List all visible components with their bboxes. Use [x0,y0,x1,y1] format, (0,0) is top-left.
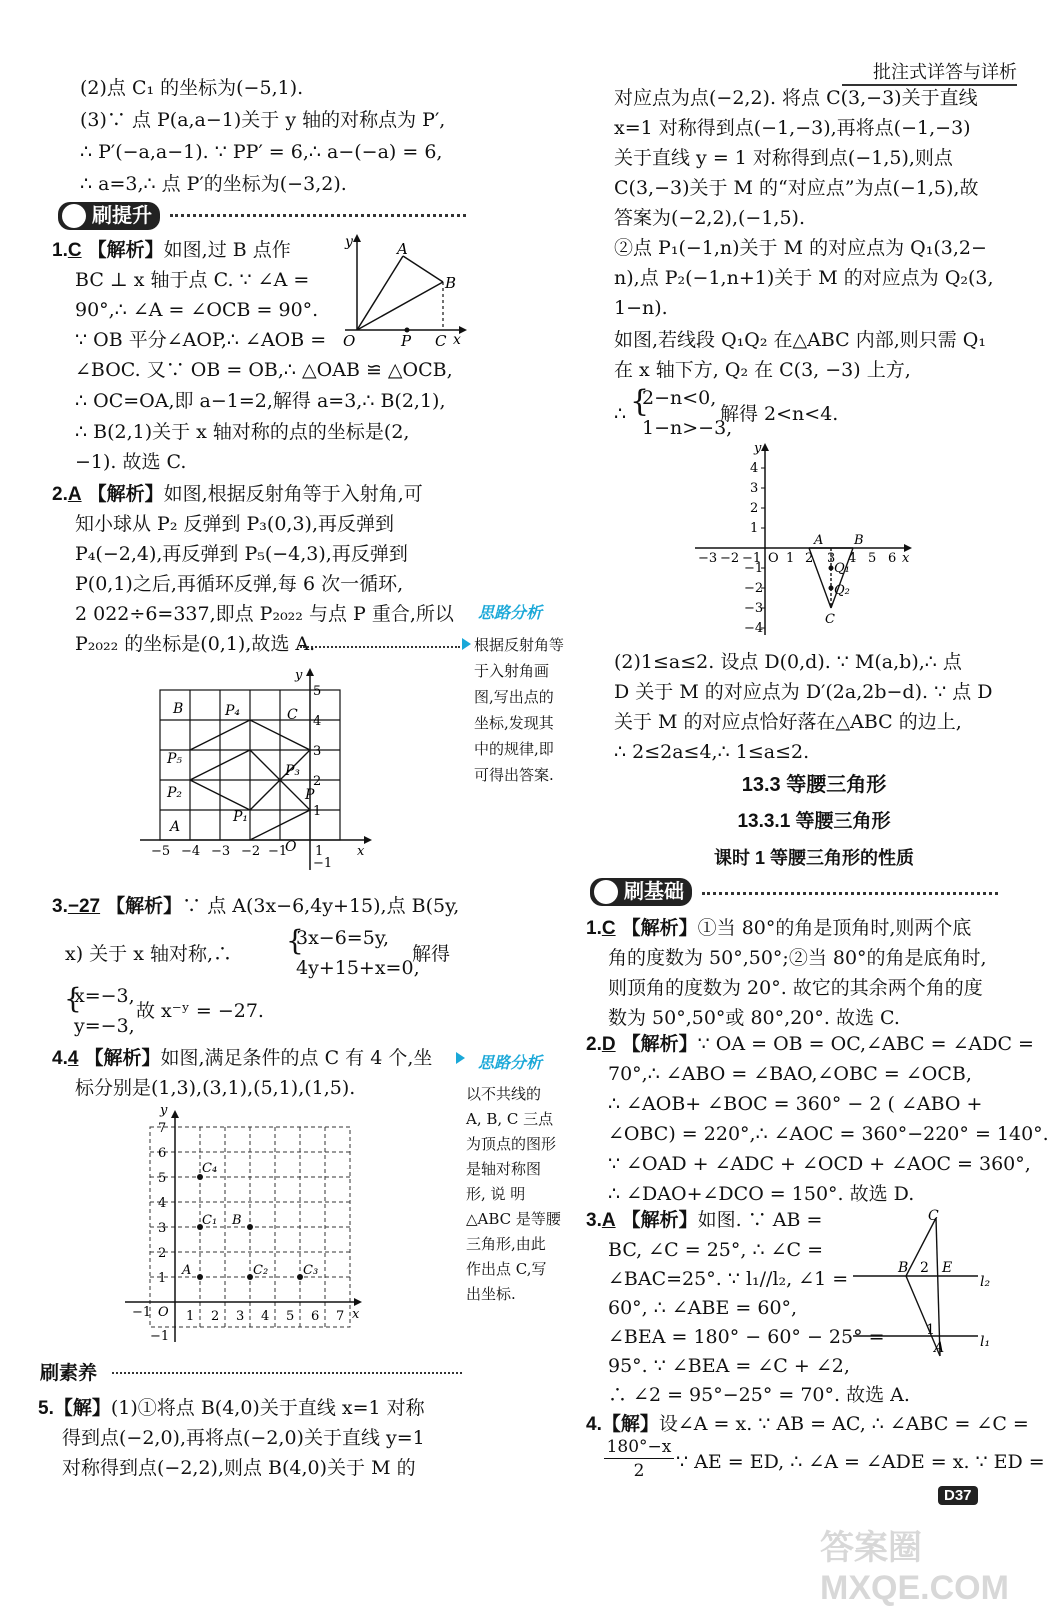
q3-num: 3. [52,896,68,917]
fig3-label-c2: C₂ [253,1263,269,1278]
fraction [604,1436,674,1483]
right-line: 1−n). [614,297,668,319]
side-line: 为顶点的图形 [466,1135,557,1153]
pen-icon [62,204,86,228]
fig2-label-p5: P₅ [167,751,183,767]
fig2-label-p4: P₄ [225,703,241,719]
right-system-line: 1−n>−3, [642,417,733,439]
fig2-label-p1: P₁ [233,809,249,825]
fig3-xtick: −1 [132,1305,152,1320]
right-line: 如图,若线段 Q₁Q₂ 在△ABC 内部,则只需 Q₁ [614,329,987,351]
r3-line: ∠BEA = 180° − 60° − 25° = [608,1326,885,1348]
side-line: 根据反射角等 [474,636,565,654]
fig3-label-c4: C₄ [202,1161,218,1176]
side-note-title: 思路分析 [478,603,543,622]
q5-line: 对称得到点(−2,2),则点 B(4,0)关于 M 的 [62,1457,416,1479]
fig1-label-x: x [453,332,461,348]
q2-line: 如图,根据反射角等于入射角,可 [163,483,423,505]
fig3-xtick: 1 [186,1309,195,1324]
right-line: (2)1≤a≤2. 设点 D(0,d). ∵ M(a,b),∴ 点 [614,651,962,673]
q1-line: ∵ OB 平分∠AOP,∴ ∠AOB = [75,329,327,351]
header-title: 批注式详答与详析 [873,62,1017,82]
arrow-icon [462,638,471,650]
fig4-ytick: 1 [750,521,759,536]
r4-tag: 【解】 [601,1414,659,1435]
r3-num: 3. [586,1210,602,1231]
fig3-ytick: −1 [150,1329,170,1344]
fig2-label-p: P [305,787,315,803]
right-line: 答案为(−2,2),(−1,5). [614,207,806,229]
side-line: 图,写出点的 [474,688,554,706]
fig5-label-c: C [928,1208,939,1224]
q2-line: P(0,1)之后,再循环反弹,每 6 次一循环, [75,573,404,595]
fig5-label-l1: l₁ [980,1334,991,1350]
fig4-xtick: O [768,551,779,566]
r2-line: ∵ OA = OB = OC,∠ABC = ∠ADC = [697,1033,1034,1055]
q3-answer: −27 [67,896,101,917]
fig4-ytick: 3 [750,481,759,496]
q1-line: ∴ B(2,1)关于 x 轴对称的点的坐标是(2, [75,421,410,443]
q5-line: 得到点(−2,0),再将点(−2,0)关于直线 y=1 [62,1427,425,1449]
r3-tag: 【解析】 [621,1210,698,1231]
q3-system-line: x=−3, [74,985,135,1007]
fig5-label-b: B [898,1260,909,1276]
fig1-label-b: B [445,274,457,292]
r4-line: 设∠A = x. ∵ AB = AC, ∴ ∠ABC = ∠C = [658,1413,1029,1435]
fig1-label-c: C [435,332,447,350]
brace-icon: { [630,384,650,419]
fig3-label-o: O [158,1305,169,1320]
subsection-heading: 13.3.1 等腰三角形 [737,811,891,832]
fig4-label-x: x [902,551,910,566]
q3-line: 故 x⁻ʸ = −27. [136,1000,264,1022]
fig2-ytick: 5 [313,684,322,699]
q1-line: 如图,过 B 点作 [163,239,291,261]
fig3-xtick: 3 [236,1309,245,1324]
figure-reflection-grid [135,665,380,880]
right-line: ∴ 2≤2a≤4,∴ 1≤a≤2. [614,741,810,763]
fig2-label-p2: P₂ [167,785,183,801]
q1-line: ∠BOC. 又∵ OB = OB,∴ △OAB ≌ △OCB, [75,359,453,381]
fig2-xtick: −5 [151,844,171,859]
q3-system-line: 3x−6=5y, [296,927,390,949]
q2-line: P₂₀₂₂ 的坐标是(0,1),故选 A. [75,633,316,655]
q5-head [38,1394,425,1423]
fraction-denominator: 2 [633,1461,645,1481]
fig3-ytick: 6 [158,1146,167,1161]
right-line: 在 x 轴下方, Q₂ 在 C(3, −3) 上方, [614,359,911,381]
arrow-icon [456,1052,465,1064]
q1-line: ∴ OC=OA,即 a−1=2,解得 a=3,∴ B(2,1), [75,390,446,412]
left-line-3: ∴ P′(−a,a−1). ∵ PP′ = 6,∴ a−(−a) = 6, [80,141,443,163]
right-line: D 关于 M 的对应点为 D′(2a,2b−d). ∵ 点 D [614,681,993,703]
fig4-ytick: 2 [750,501,759,516]
fig2-label-o: O [285,839,297,855]
fig3-label-y: y [160,1103,168,1118]
fig4-xtick: 5 [868,551,877,566]
r3-answer: A [601,1210,616,1231]
side-line: 出坐标. [466,1285,516,1303]
r1-num: 1. [586,918,602,939]
r2-answer: D [601,1034,616,1055]
fig2-label-b: B [173,701,184,717]
fig4-xtick: 3 [827,551,836,566]
q3-system-line: 4y+15+x=0, [296,957,420,979]
fig3-xtick: 6 [311,1309,320,1324]
right-line: C(3,−3)关于 M 的“对应点”为点(−1,5),故 [614,177,979,199]
fig3-xtick: 4 [261,1309,270,1324]
q4-num: 4. [52,1048,68,1069]
right-line: 解得 2<n<4. [720,403,839,425]
r3-line: ∠BAC=25°. ∵ l₁//l₂, ∠1 = [608,1268,849,1290]
fig5-label-2: 2 [920,1260,929,1276]
fig1-label-a: A [397,240,408,258]
fig1-label-o: O [343,332,356,350]
r2-head [586,1030,1034,1059]
side-note-title: 思路分析 [478,1053,543,1072]
fig3-label-b: B [232,1213,242,1228]
right-system-line: 2−n<0, [642,387,717,409]
r2-line: ∴ ∠AOB+ ∠BOC = 360° − 2 ( ∠ABO + [608,1093,983,1115]
page-number: D37 [938,1486,978,1505]
r1-line: 角的度数为 50°,50°;②当 80°的角是底角时, [608,947,987,969]
therefore-symbol: ∴ [614,403,627,425]
fig2-label-y: y [295,668,303,683]
leader-line [300,646,460,648]
fig3-xtick: 5 [286,1309,295,1324]
section-heading: 13.3 等腰三角形 [741,774,887,796]
section-ti-label: 刷提升 [92,205,152,227]
brace-icon: { [64,982,82,1015]
r2-line: ∴ ∠DAO+∠DCO = 150°. 故选 D. [608,1183,915,1205]
r3-line: 95°. ∵ ∠BEA = ∠C + ∠2, [608,1355,850,1377]
r1-answer: C [601,918,616,939]
q3-system-line: y=−3, [74,1015,135,1037]
figure-parallel-lines [848,1206,998,1366]
fig3-ytick: 2 [158,1246,167,1261]
fig4-ytick: −3 [744,601,764,616]
q1-line: BC ⊥ x 轴于点 C. ∵ ∠A = [75,269,310,291]
r2-line: ∠OBC) = 220°,∴ ∠AOC = 360°−220° = 140°. [608,1123,1049,1145]
r2-line: 70°,∴ ∠ABO = ∠BAO,∠OBC = ∠OCB, [608,1063,972,1085]
fig2-ytick: 4 [313,714,322,729]
right-line: 关于 M 的对应点恰好落在△ABC 的边上, [614,711,962,733]
fig4-ytick: −2 [744,581,764,596]
section-badge-ti [58,202,160,230]
fig4-label-a: A [814,533,824,548]
side-line: 坐标,发现其 [474,714,554,732]
fig4-ytick: 4 [750,461,759,476]
fig3-label-a: A [182,1263,192,1278]
right-line: x=1 对称得到点(−1,−3),再将点(−1,−3) [614,117,971,139]
fig2-ytick: −1 [313,856,333,871]
q4-line: 如图,满足条件的点 C 有 4 个,坐 [160,1047,433,1069]
q2-line: P₄(−2,4),再反弹到 P₅(−4,3),再反弹到 [75,543,408,565]
fig2-xtick: −3 [211,844,231,859]
fig3-ytick: 3 [158,1221,167,1236]
r1-line: ①当 80°的角是顶角时,则两个底 [697,917,972,939]
fig2-xtick: −1 [268,844,288,859]
fig3-ytick: 1 [158,1271,167,1286]
right-line: n),点 P₂(−1,n+1)关于 M 的对应点为 Q₂(3, [614,267,994,289]
fraction-numerator: 180°−x [604,1436,674,1459]
fig3-label-c3: C₃ [303,1263,319,1278]
q5-num: 5. [38,1398,54,1419]
q2-line: 知小球从 P₂ 反弹到 P₃(0,3),再反弹到 [75,513,395,535]
divider [170,214,466,217]
r4-head [586,1410,1029,1439]
figure-coordinate-q [690,440,915,640]
watermark: 答案圈 MXQE.COM [820,1529,1009,1607]
fig4-ytick: −4 [744,621,764,636]
right-line: 关于直线 y = 1 对称得到点(−1,5),则点 [614,147,953,169]
q3-tag: 【解析】 [106,896,183,917]
r3-line: ∴ ∠2 = 95°−25° = 70°. 故选 A. [608,1384,910,1406]
left-line-4: ∴ a=3,∴ 点 P′的坐标为(−3,2). [80,173,347,195]
q1-num: 1. [52,240,68,261]
pen-icon [594,880,618,904]
fig3-xtick: 2 [211,1309,220,1324]
fig3-ytick: 5 [158,1171,167,1186]
side-line: △ABC 是等腰 [466,1210,561,1228]
fig4-xtick: 2 [805,551,814,566]
q3-line: 解得 [412,943,451,965]
fig4-label-c: C [825,612,835,627]
section-ji-label: 刷基础 [624,881,684,903]
side-line: 于入射角画 [474,662,550,680]
q4-line: 标分别是(1,3),(3,1),(5,1),(1,5). [75,1077,356,1099]
fig2-ytick: 1 [313,804,322,819]
fig2-xtick: −4 [181,844,201,859]
side-line: 可得出答案. [474,766,554,784]
q5-line: (1)①将点 B(4,0)关于直线 x=1 对称 [110,1397,425,1419]
q2-tag: 【解析】 [87,484,164,505]
r2-num: 2. [586,1034,602,1055]
r1-head [586,914,971,943]
side-note-2 [466,1082,561,1307]
right-line: 对应点为点(−2,2). 将点 C(3,−3)关于直线 [614,87,978,109]
r1-tag: 【解析】 [621,918,698,939]
fig4-xtick: −3 [698,551,718,566]
fig4-xtick: 6 [888,551,897,566]
fig4-label-q2: Q₂ [834,583,850,598]
fig5-label-1: 1 [926,1322,935,1338]
fig3-ytick: 7 [158,1121,167,1136]
q3-head [52,892,459,921]
q1-line: 90°,∴ ∠A = ∠OCB = 90°. [75,299,319,321]
fig2-ytick: 2 [313,774,322,789]
left-line-1: (2)点 C₁ 的坐标为(−5,1). [80,77,304,99]
brace-icon: { [286,924,304,957]
fig2-ytick: 3 [313,744,322,759]
q1-line: −1). 故选 C. [75,451,187,473]
fig2-label-p3: P₃ [285,763,301,779]
figure-dashed-grid [120,1102,370,1352]
figure-angle-bisector [335,232,470,352]
q2-num: 2. [52,484,68,505]
q5-tag: 【解】 [53,1398,111,1419]
fig4-ytick: −1 [744,561,764,576]
fig5-label-e: E [942,1260,953,1276]
fig4-xtick: 1 [786,551,795,566]
fig4-xtick: 4 [848,551,857,566]
r3-head [586,1206,822,1235]
fig2-label-x: x [357,844,365,859]
fig3-xtick: 7 [336,1309,345,1324]
fig5-label-l2: l₂ [980,1274,991,1290]
r4-line: ∵ AE = ED, ∴ ∠A = ∠ADE = x. ∵ ED = [676,1451,1045,1473]
r2-line: ∵ ∠OAD + ∠ADC + ∠OCD + ∠AOC = 360°, [608,1153,1031,1175]
fig5-label-a: A [934,1340,945,1356]
r3-line: 60°, ∴ ∠ABE = 60°, [608,1297,798,1319]
r3-line: 如图. ∵ AB = [697,1209,823,1231]
fig4-xtick: −2 [720,551,740,566]
r3-line: BC, ∠C = 25°, ∴ ∠C = [608,1239,824,1261]
divider [702,892,998,895]
fig4-label-y: y [754,441,762,456]
q4-tag: 【解析】 [84,1048,161,1069]
q3-line: ∵ 点 A(3x−6,4y+15),点 B(5y, [182,895,460,917]
divider [112,1372,462,1374]
side-line: 形, 说 明 [466,1185,526,1203]
side-line: A, B, C 三点 [466,1110,554,1128]
q4-answer: 4 [67,1048,79,1069]
fig1-label-y: y [345,234,353,250]
r2-tag: 【解析】 [621,1034,698,1055]
q2-line: 2 022÷6=337,即点 P₂₀₂₂ 与点 P 重合,所以 [75,603,454,625]
fig2-label-a: A [170,819,181,835]
q2-answer: A [67,484,82,505]
fig3-label-c1: C₁ [202,1213,218,1228]
r4-num: 4. [586,1414,602,1435]
q1-head [52,236,291,265]
lesson-heading: 课时 1 等腰三角形的性质 [713,848,914,868]
side-line: 三角形,由此 [466,1235,546,1253]
r1-line: 则顶角的度数为 20°. 故它的其余两个角的度 [608,977,983,999]
side-line: 中的规律,即 [474,740,554,758]
left-line-2: (3)∵ 点 P(a,a−1)关于 y 轴的对称点为 P′, [80,109,446,131]
q3-line: x) 关于 x 轴对称,∴ [65,943,233,965]
section-su: 刷素养 [40,1363,98,1384]
fig3-ytick: 4 [158,1196,167,1211]
section-badge-ji [590,878,692,906]
side-line: 是轴对称图 [466,1160,542,1178]
q2-head [52,480,423,509]
q1-answer: C [67,240,82,261]
side-note-1 [474,632,564,788]
fig2-xtick: −2 [241,844,261,859]
fig2-xtick: 1 [315,844,324,859]
fig4-label-b: B [854,533,864,548]
side-line: 作出点 C,写 [466,1260,547,1278]
fig4-label-q1: Q₁ [834,561,850,576]
fig2-label-c: C [287,707,298,723]
r1-line: 数为 50°,50°或 80°,20°. 故选 C. [608,1007,900,1029]
fig3-label-x: x [352,1307,360,1322]
q4-head [52,1044,432,1073]
right-line: ②点 P₁(−1,n)关于 M 的对应点为 Q₁(3,2− [614,237,987,259]
fig1-label-p: P [401,332,412,350]
fig4-xtick: −1 [742,551,762,566]
side-line: 以不共线的 [466,1085,542,1103]
q1-tag: 【解析】 [87,240,164,261]
